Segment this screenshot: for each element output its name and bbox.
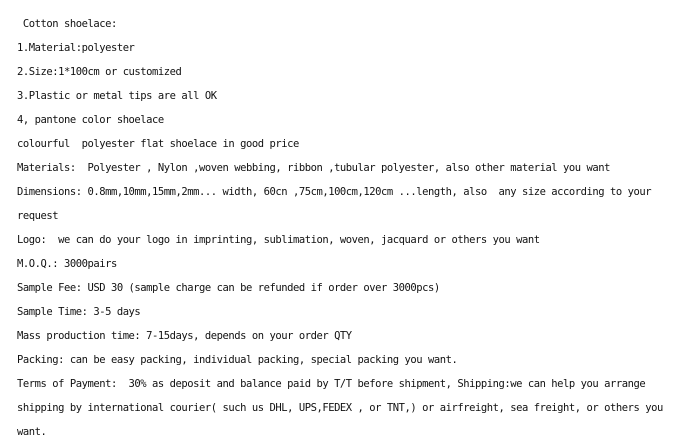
spec-tips-line: 3.Plastic or metal tips are all OK xyxy=(17,90,217,102)
spec-size-line: 2.Size:1*100cm or customized xyxy=(17,66,182,78)
shipping-line: shipping by international courier( such us DHL, UPS,FEDEX , or TNT,) or airfreight, sea freight, or others you xyxy=(17,402,663,414)
shipping-line-continued: want. xyxy=(17,426,47,438)
section-title: Cotton shoelace: xyxy=(17,18,117,30)
logo-line: Logo: we can do your logo in imprinting, sublimation, woven, jacquard or others you want xyxy=(17,234,540,246)
sample-fee-line: Sample Fee: USD 30 (sample charge can be refunded if order over 3000pcs) xyxy=(17,282,440,294)
payment-terms-line: Terms of Payment: 30% as deposit and balance paid by T/T before shipment, Shipping:we can help you arrange xyxy=(17,378,646,390)
dimensions-line: Dimensions: 0.8mm,10mm,15mm,2mm... width, 60cn ,75cm,100cm,120cm ...length, also any size according to your xyxy=(17,186,652,198)
moq-line: M.O.Q.: 3000pairs xyxy=(17,258,117,270)
product-description xyxy=(17,12,687,444)
materials-line: Materials: Polyester , Nylon ,woven webbing, ribbon ,tubular polyester, also other material you want xyxy=(17,162,611,174)
tagline: colourful polyester flat shoelace in good price xyxy=(17,138,299,150)
sample-time-line: Sample Time: 3-5 days xyxy=(17,306,141,318)
spec-material-line: 1.Material:polyester xyxy=(17,42,135,54)
spec-color-line: 4, pantone color shoelace xyxy=(17,114,164,126)
packing-line: Packing: can be easy packing, individual packing, special packing you want. xyxy=(17,354,458,366)
dimensions-line-continued: request xyxy=(17,210,59,222)
production-time-line: Mass production time: 7-15days, depends on your order QTY xyxy=(17,330,352,342)
